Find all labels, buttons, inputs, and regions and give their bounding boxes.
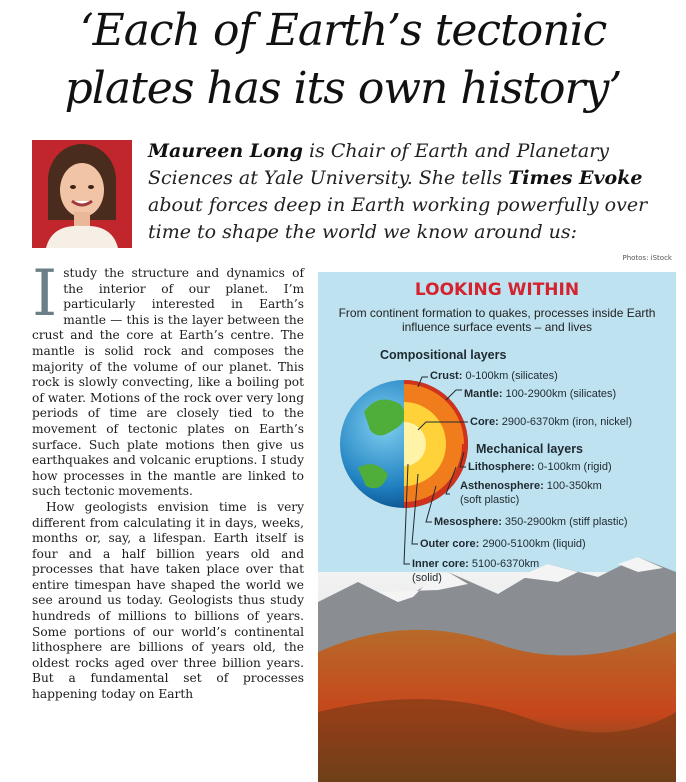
label-core: Core: 2900-6370km (iron, nickel) [470, 416, 633, 428]
mechanical-layers-heading: Mechanical layers [476, 442, 584, 456]
publication-name: Times Evoke [508, 167, 643, 189]
intro-paragraph [148, 138, 678, 246]
author-portrait [32, 140, 132, 248]
label-mantle: Mantle: 100-2900km (silicates) [464, 388, 617, 400]
intro-text-1: is Chair of Earth and Planetary Sciences at Yale University. She tells [148, 140, 610, 189]
intro-text-2: about forces deep in Earth working powerfully over time to shape the world we know around us: [148, 194, 648, 243]
label-asthenosphere: Asthenosphere: 100-350km [460, 480, 602, 492]
panel-subtitle: From continent formation to quakes, processes inside Earth influence surface events – and lives [338, 306, 656, 334]
author-name: Maureen Long [148, 140, 303, 162]
panel-title: LOOKING WITHIN [414, 280, 580, 300]
label-outer-core: Outer core: 2900-5100km (liquid) [420, 538, 586, 550]
article-paragraph-1 [32, 257, 304, 500]
compositional-layers-heading: Compositional layers [380, 348, 507, 362]
drop-cap: I [32, 257, 58, 331]
infographic-panel [318, 272, 676, 782]
paragraph-1-text: study the structure and dynamics of the interior of our planet. I’m particularly interested in Earth’s mantle — this is the layer between the crust and the core at Earth’s centre. The mantle is solid rock and composes the majority of the volume of our planet. This rock is slowly convecting, like a boiling pot of water. Motions of the rock over very long periods of time are closely tied to the movement of tectonic plates on Earth’s surface. Such plate motions then give us earthquakes and volcanic eruptions. I study how processes in the mantle are linked to such tectonic movements. [32, 266, 304, 499]
photo-credit: Photos: iStock [622, 254, 672, 262]
article-body [32, 257, 304, 703]
headline-line-2: plates has its own history’ [64, 63, 622, 114]
label-asthenosphere-detail: (soft plastic) [460, 494, 520, 506]
article-paragraph-2: How geologists envision time is very different from calculating it in days, weeks, months or, say, a lifespan. Earth itself is four and a half billion years old and processes that have taken place over that entire timespan have shaped the world we see around us today. Geologists thus study hundreds of millions to billions of years. Some portions of our world’s continental lithosphere are billions of years old, the oldest rocks aged over three billion years. But a fundamental set of processes happening today on Earth [32, 499, 304, 702]
portrait-illustration [32, 140, 132, 248]
label-lithosphere: Lithosphere: 0-100km (rigid) [468, 461, 612, 473]
headline [0, 2, 686, 118]
label-mesosphere: Mesosphere: 350-2900km (stiff plastic) [434, 516, 628, 528]
headline-line-1: ‘Each of Earth’s tectonic [79, 5, 607, 56]
label-crust: Crust: 0-100km (silicates) [430, 370, 558, 382]
label-inner-core: Inner core: 5100-6370km [412, 558, 540, 570]
label-inner-core-detail: (solid) [412, 572, 442, 584]
